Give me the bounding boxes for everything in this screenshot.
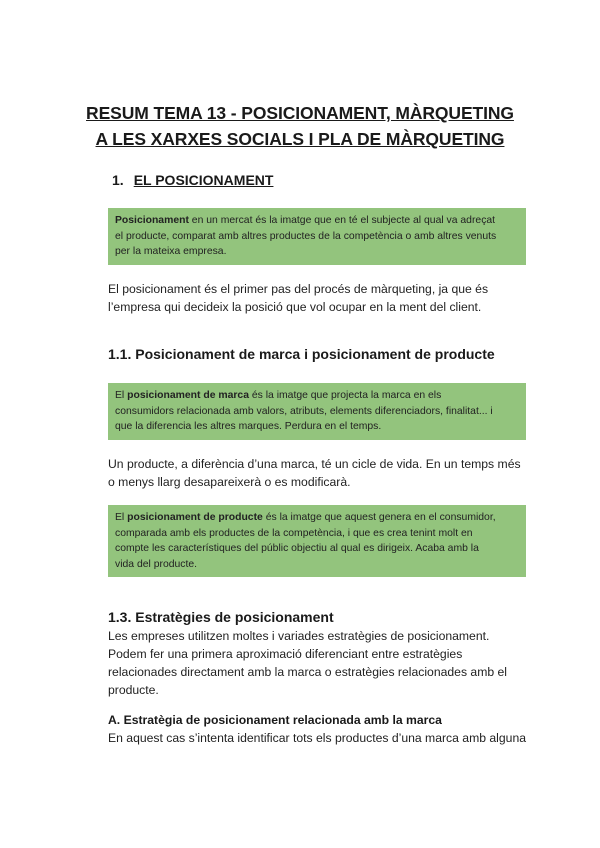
- title-line-2: A LES XARXES SOCIALS I PLA DE MÀRQUETING: [95, 129, 505, 149]
- definition-term: Posicionament: [115, 215, 189, 226]
- definition-line: compte les característiques del públic objectiu al qual es dirigeix. Acaba amb la: [115, 543, 479, 555]
- paragraph-strategies: Les empreses utilitzen moltes i variades estratègies de posicionament. Podem fer una primera aproximació diferenciant entre estratègies relacionades directament amb la marca o estratègies relacionades amb el producte.: [108, 629, 508, 697]
- definition-line: El posicionament de producte és la imatge que aquest genera en el consumidor,: [115, 512, 496, 523]
- definition-line: Posicionament en un mercat és la imatge que en té el subjecte al qual va adreçat: [115, 215, 496, 226]
- definition-line: vida del producte.: [115, 558, 198, 570]
- definition-box-marca: [108, 383, 526, 440]
- title-line-1: RESUM TEMA 13 - POSICIONAMENT, MÀRQUETING: [86, 103, 514, 123]
- document-title: [60, 100, 540, 152]
- definition-term: posicionament de marca: [127, 390, 249, 401]
- section-heading-text: EL POSICIONAMENT: [133, 172, 274, 188]
- subsection-heading-1-1: 1.1. Posicionament de marca i posicionament de producte: [108, 346, 495, 362]
- subsection-heading-1-3: 1.3. Estratègies de posicionament: [108, 609, 334, 625]
- definition-line: per la mateixa empresa.: [115, 246, 227, 258]
- definition-line: consumidors relacionada amb valors, atributs, elements diferenciadors, finalitat... i: [115, 405, 493, 417]
- definition-box-posicionament: [108, 208, 526, 265]
- paragraph-product-lifecycle: Un producte, a diferència d’una marca, té un cicle de vida. En un temps més o menys llarg desapareixerà o es modificarà.: [108, 457, 521, 489]
- subsection-heading-a: A. Estratègia de posicionament relacionada amb la marca: [108, 713, 442, 727]
- definition-line: que la diferencia les altres marques. Perdura en el temps.: [115, 421, 382, 433]
- paragraph-brand-strategy: En aquest cas s’intenta identificar tots els productes d’una marca amb alguna: [108, 731, 526, 745]
- section-number: 1.: [112, 172, 124, 188]
- definition-box-producte: [108, 505, 526, 577]
- paragraph-intro: El posicionament és el primer pas del procés de màrqueting, ja que és l’empresa qui decideix la posició que vol ocupar en la ment del client.: [108, 282, 489, 314]
- section-heading-1: [112, 172, 273, 188]
- definition-term: posicionament de producte: [127, 512, 263, 523]
- definition-line: El posicionament de marca és la imatge que projecta la marca en els: [115, 390, 442, 401]
- definition-line: comparada amb els productes de la competència, i que es crea tenint molt en: [115, 527, 473, 539]
- definition-line: el producte, comparat amb altres productes de la competència o amb altres venuts: [115, 230, 497, 242]
